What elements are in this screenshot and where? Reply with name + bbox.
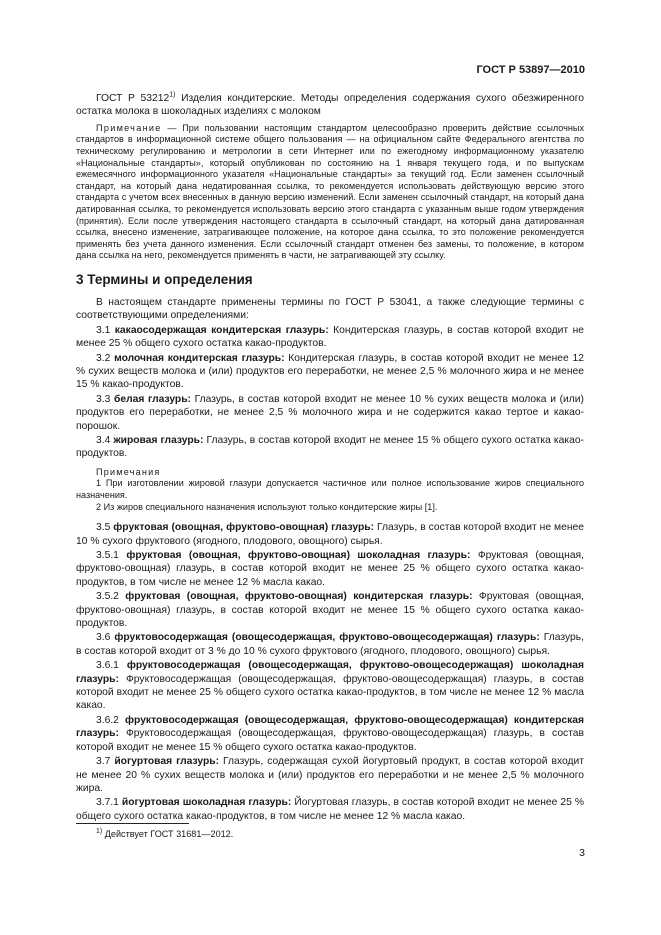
- term-entry: [76, 714, 584, 754]
- term-name: фруктовая (овощная, фруктово-овощная) кондитерская глазурь:: [125, 591, 473, 603]
- footnote-mark: 1): [169, 91, 176, 99]
- term-name: фруктовосодержащая (овощесодержащая, фруктово-овощесодержащая) глазурь:: [114, 632, 540, 644]
- page-content: [76, 92, 584, 823]
- note-item-2: 2 Из жиров специального назначения используют только кондитерские жиры [1].: [96, 501, 438, 512]
- term-number: 3.1: [96, 324, 115, 336]
- term-entry: [76, 352, 584, 392]
- term-entry: [76, 324, 584, 351]
- term-name: фруктовая (овощная, фруктово-овощная) шоколадная глазурь:: [126, 550, 471, 561]
- terms-list-a: [76, 324, 584, 461]
- term-definition: Глазурь, содержащая сухой йогуртовый продукт, в состав которой входит не менее 20 % сухих веществ молока и (или) продуктов его переработки и не менее 2,5 % молочного жира.: [76, 756, 584, 794]
- term-number: 3.6.2: [96, 714, 126, 726]
- reference-title: Изделия кондитерские. Методы определения содержания сухого обезжиренного остатка молока в шоколадных изделиях с молоком: [76, 93, 584, 118]
- normative-reference: [76, 92, 584, 119]
- section-title: 3 Термины и определения: [76, 271, 253, 287]
- term-entry: [76, 796, 584, 823]
- reference-note: [76, 123, 584, 262]
- page-number: 3: [579, 847, 585, 859]
- term-name: фруктовосодержащая (овощесодержащая, фруктово-овощесодержащая) кондитерская глазурь:: [76, 714, 585, 740]
- footnote-divider: [76, 823, 189, 824]
- terms-list-b: [76, 521, 584, 823]
- note-item-1: 1 При изготовлении жировой глазури допускается частичное или полное использование жиров специального назначения.: [76, 478, 584, 500]
- term-entry: [76, 590, 584, 630]
- footnote: [96, 829, 233, 840]
- term-name: фруктовая (овощная, фруктово-овощная) глазурь:: [113, 522, 375, 534]
- term-entry: [76, 393, 584, 433]
- term-number: 3.5.1: [96, 550, 127, 561]
- term-definition: Глазурь, в состав которой входит не менее 10 % сухих веществ молока и (или) продуктов его переработки, не менее 2,5 % молочного жира и не содержится какао тертое и какао-порошок.: [76, 393, 584, 432]
- term-entry: [76, 755, 584, 795]
- term-definition: Глазурь, в состав которой входит не менее 10 % сухого фруктового (ягодного, плодового, овощного) сырья.: [76, 522, 584, 547]
- term-name: йогуртовая глазурь:: [114, 756, 220, 768]
- term-definition: Кондитерская глазурь, в состав которой входит не менее 25 % общего сухого остатка какао-продуктов.: [76, 324, 584, 350]
- term-name: жировая глазурь:: [113, 435, 204, 446]
- term-name: белая глазурь:: [114, 393, 191, 405]
- term-entry: [76, 521, 584, 548]
- term-entry: [76, 659, 584, 713]
- notes-heading: Примечания: [96, 466, 161, 477]
- term-definition: Фруктовосодержащая (овощесодержащая, фруктово-овощесодержащая) глазурь, в состав которой входит не менее 15 % общего сухого остатка какао-продуктов.: [76, 728, 584, 753]
- term-number: 3.7: [96, 756, 115, 768]
- term-definition: Фруктовосодержащая (овощесодержащая, фруктово-овощесодержащая) глазурь, в состав которой входит не менее 25 % общего сухого остатка какао-продуктов, в том числе не менее 12 % масла какао.: [76, 673, 584, 712]
- term-name: фруктовосодержащая (овощесодержащая, фруктово-овощесодержащая) шоколадная глазурь:: [76, 660, 585, 685]
- note-text: — При пользовании настоящим стандартом целесообразно проверить действие ссылочных стандартов в информационной системе общего пользования — на официальном сайте Федерального агентства по техническому регулированию и метрологии в сети Интернет или по ежегодному информационному указателю «Национальные стандарты», который опубликован по состоянию на 1 января текущего года, и по выпускам ежемесячного информационного указателя «Национальные стандарты» за текущий год. Если заменен ссылочный стандарт, на который дана недатированная ссылка, то рекомендуется использовать действующую версию этого стандарта с учетом всех внесенных в данную версию изменений. Если заменен ссылочный стандарт, на который дана датированная ссылка, то рекомендуется использовать версию этого стандарта с указанным выше годом утверждения (принятия). Если после утверждения настоящего стандарта в ссылочный стандарт, на который дана датированная ссылка, внесено изменение, затрагивающее положение, на которое дана ссылка, то это положение рекомендуется применять без учета данного изменения. Если ссылочный стандарт отменен без замены, то положение, в котором дана ссылка на него, рекомендуется применять в части, не затрагивающей эту ссылку.: [76, 122, 584, 261]
- term-definition: Фруктовая (овощная, фруктово-овощная) глазурь, в состав которой входит не менее 25 % общего сухого остатка какао-продуктов, в том числе не менее 12 % масла какао.: [76, 550, 584, 588]
- term-definition: Глазурь, в состав которой входит от 3 % до 10 % сухого фруктового (ягодного, плодового, овощного) сырья.: [76, 632, 584, 657]
- term-name: йогуртовая шоколадная глазурь:: [121, 797, 292, 809]
- term-definition: Глазурь, в состав которой входит не менее 15 % общего сухого остатка какао-продуктов.: [76, 435, 584, 460]
- term-number: 3.5.2: [96, 591, 126, 603]
- term-name: какаосодержащая кондитерская глазурь:: [114, 324, 329, 336]
- term-number: 3.3: [96, 393, 114, 405]
- term-number: 3.6.1: [96, 660, 127, 672]
- term-definition: Йогуртовая глазурь, в состав которой входит не менее 25 % общего сухого остатка какао-продуктов, в том числе не менее 12 % масла какао.: [76, 797, 584, 822]
- term-number: 3.2: [96, 352, 115, 364]
- note-label: Примечание: [96, 122, 162, 133]
- footnote-text: Действует ГОСТ 31681—2012.: [102, 829, 234, 839]
- term-entry: [76, 434, 584, 461]
- footnote-mark: 1): [96, 827, 103, 835]
- document-header: ГОСТ Р 53897—2010: [476, 64, 585, 76]
- term-definition: Кондитерская глазурь, в состав которой входит не менее 12 % сухих веществ молока и (или) продуктов его переработки, не менее 2,5 % молочного жира и не менее 15 % какао-продуктов.: [76, 352, 584, 391]
- term-definition: Фруктовая (овощная, фруктово-овощная) глазурь, в состав которой входит не менее 15 % общего сухого остатка какао-продуктов.: [76, 591, 585, 630]
- term-entry: [76, 549, 584, 589]
- term-name: молочная кондитерская глазурь:: [114, 352, 285, 364]
- section-intro: В настоящем стандарте применены термины по ГОСТ Р 53041, а также следующие термины с соответствующими определениями:: [76, 296, 584, 322]
- term-entry: [76, 631, 584, 658]
- term-number: 3.5: [96, 522, 114, 534]
- reference-code: ГОСТ Р 53212: [96, 93, 170, 104]
- term-number: 3.6: [96, 632, 115, 644]
- term-number: 3.4: [96, 435, 114, 446]
- term-number: 3.7.1: [96, 797, 122, 809]
